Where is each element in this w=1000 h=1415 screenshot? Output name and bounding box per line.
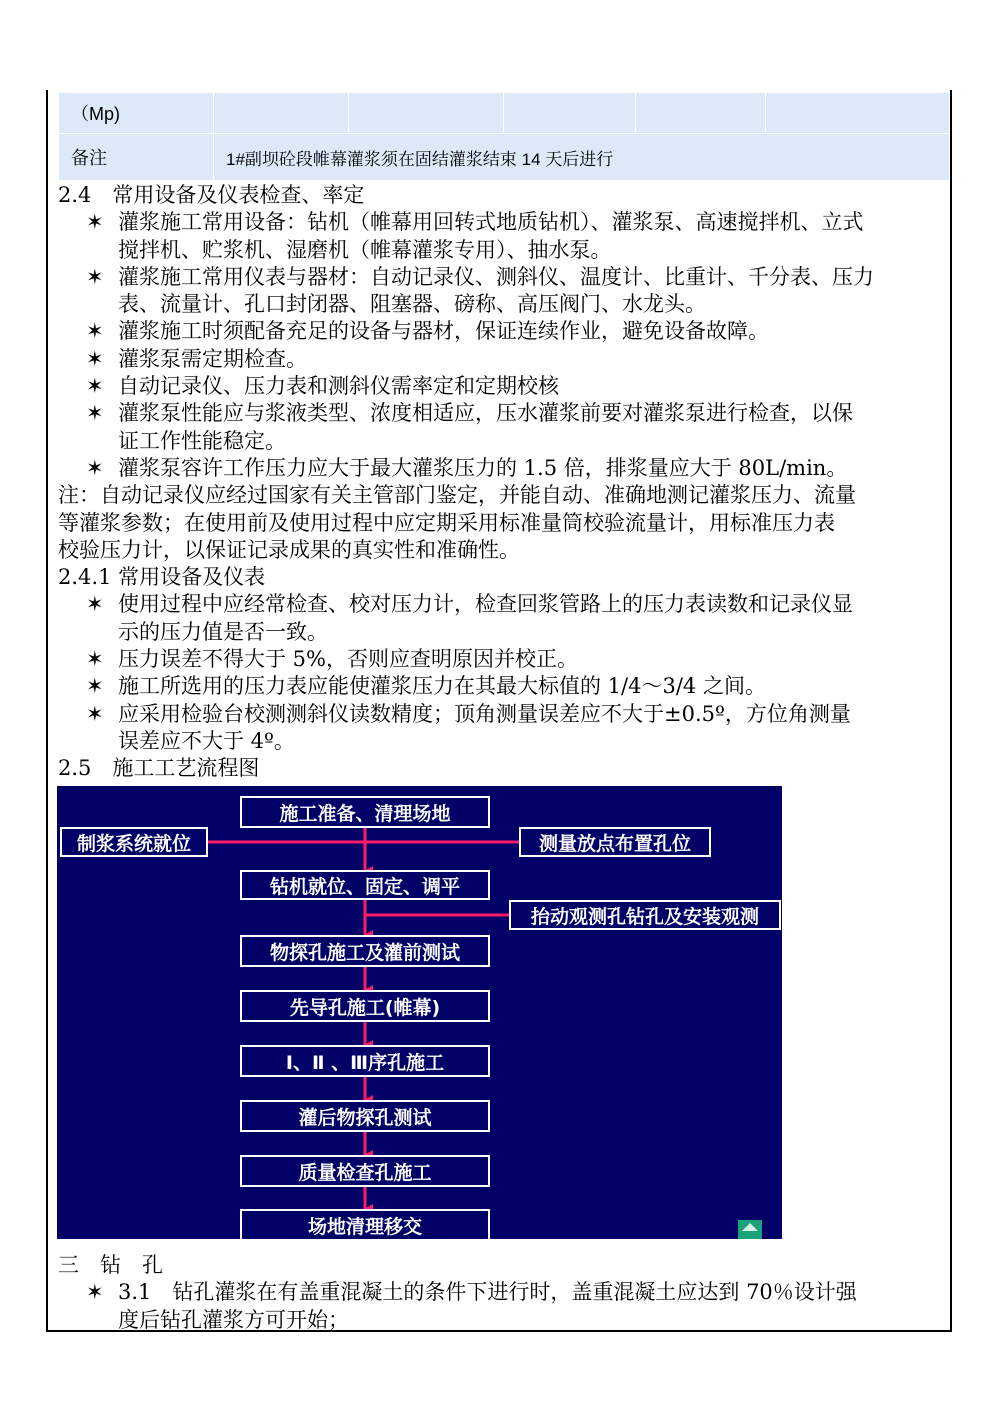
note-line: 注：自动记录仪应经过国家有关主管部门鉴定，并能自动、准确地测记灌浆压力、流量 <box>58 483 856 508</box>
bullet-star-icon: ✶ <box>86 647 104 672</box>
bullet-text: 灌浆施工时须配备充足的设备与器材，保证连续作业，避免设备故障。 <box>118 319 769 344</box>
bullet-item <box>58 264 944 319</box>
bullet-item <box>58 346 944 373</box>
grouting-parameter-table <box>58 92 950 181</box>
bullet-item <box>58 646 944 673</box>
table-row <box>59 134 950 181</box>
bullet-star-icon: ✶ <box>86 264 104 289</box>
bullet-text: 应采用检验台校测测斜仪读数精度；顶角测量误差应不大于±0.5º，方位角测量 <box>118 701 851 726</box>
bullet-text: 搅拌机、贮浆机、湿磨机（帷幕灌浆专用）、抽水泵。 <box>118 237 612 262</box>
bullet-star-icon: ✶ <box>86 592 104 617</box>
bullet-text: 灌浆泵容许工作压力应大于最大灌浆压力的 1.5 倍，排浆量应大于 80L/min。 <box>118 455 848 480</box>
section-2-4-note <box>58 482 944 564</box>
bullet-text: 证工作性能稳定。 <box>118 428 286 453</box>
section-3-bullets <box>58 1279 944 1334</box>
bullet-star-icon: ✶ <box>86 346 104 371</box>
bullet-star-icon: ✶ <box>86 455 104 480</box>
bullet-text: 示的压力值是否一致。 <box>118 619 328 644</box>
remark-value: 1#副坝砼段帷幕灌浆须在固结灌浆结束 14 天后进行 <box>214 134 950 181</box>
flow-step: 施工准备、清理场地 <box>240 796 490 828</box>
table-cell <box>214 93 349 134</box>
home-icon[interactable] <box>738 1220 762 1239</box>
flow-step: Ⅰ、Ⅱ 、Ⅲ序孔施工 <box>240 1045 490 1077</box>
table-cell <box>349 93 504 134</box>
table-cell <box>766 93 950 134</box>
remark-label: 备注 <box>59 134 214 181</box>
table-row <box>59 93 950 134</box>
bullet-item <box>58 318 944 345</box>
bullet-item <box>58 455 944 482</box>
flow-branch-right-2: 抬动观测孔钻孔及安装观测 <box>509 900 781 930</box>
flow-step: 先导孔施工(帷幕) <box>240 990 490 1022</box>
section-3 <box>58 1252 944 1334</box>
bullet-text: 灌浆泵需定期检查。 <box>118 346 307 371</box>
process-flowchart <box>57 786 782 1239</box>
bullet-text: 度后钻孔灌浆方可开始； <box>118 1307 349 1332</box>
flow-step: 质量检查孔施工 <box>240 1155 490 1187</box>
bullet-text: 灌浆施工常用仪表与器材：自动记录仪、测斜仪、温度计、比重计、千分表、压力 <box>118 264 874 289</box>
section-2-4-1-title: 2.4.1 常用设备及仪表 <box>58 565 266 590</box>
bullet-star-icon: ✶ <box>86 319 104 344</box>
bullet-item <box>58 701 944 756</box>
bullet-item <box>58 400 944 455</box>
flow-branch-right: 测量放点布置孔位 <box>519 827 711 857</box>
note-line: 等灌浆参数；在使用前及使用过程中应定期采用标准量筒校验流量计，用标准压力表 <box>58 510 835 535</box>
section-2-4-1-bullets <box>58 591 944 755</box>
section-3-title: 三 钻 孔 <box>58 1253 163 1277</box>
flow-step: 灌后物探孔测试 <box>240 1100 490 1132</box>
bullet-text: 误差应不大于 4º。 <box>118 728 295 753</box>
bullet-text: 3.1 钻孔灌浆在有盖重混凝土的条件下进行时，盖重混凝土应达到 70％设计强 <box>118 1280 857 1305</box>
bullet-star-icon: ✶ <box>86 374 104 399</box>
bullet-text: 表、流量计、孔口封闭器、阻塞器、磅称、高压阀门、水龙头。 <box>118 292 706 317</box>
bullet-item <box>58 1279 944 1334</box>
bullet-item <box>58 591 944 646</box>
table-cell <box>504 93 636 134</box>
bullet-star-icon: ✶ <box>86 401 104 426</box>
bullet-text: 使用过程中应经常检查、校对压力计，检查回浆管路上的压力表读数和记录仪显 <box>118 592 853 617</box>
unit-cell: （Mp) <box>59 93 214 134</box>
bullet-text: 压力误差不得大于 5%，否则应查明原因并校正。 <box>118 647 578 672</box>
bullet-star-icon: ✶ <box>86 701 104 726</box>
section-2-5-title: 2.5 施工工艺流程图 <box>58 756 260 781</box>
section-2-4-title: 2.4 常用设备及仪表检查、率定 <box>58 183 365 207</box>
table-cell <box>636 93 766 134</box>
bullet-star-icon: ✶ <box>86 674 104 699</box>
flow-branch-left: 制浆系统就位 <box>60 827 208 857</box>
document-body <box>58 182 944 783</box>
bullet-text: 灌浆施工常用设备：钻机（帷幕用回转式地质钻机）、灌浆泵、高速搅拌机、立式 <box>118 210 864 235</box>
bullet-text: 灌浆泵性能应与浆液类型、浓度相适应，压水灌浆前要对灌浆泵进行检查，以保 <box>118 401 853 426</box>
note-line: 校验压力计，以保证记录成果的真实性和准确性。 <box>58 537 520 562</box>
bullet-item <box>58 373 944 400</box>
bullet-item <box>58 209 944 264</box>
flow-step: 场地清理移交 <box>240 1209 490 1241</box>
bullet-star-icon: ✶ <box>86 210 104 235</box>
bullet-text: 施工所选用的压力表应能使灌浆压力在其最大标值的 1/4～3/4 之间。 <box>118 674 766 699</box>
bullet-item <box>58 673 944 700</box>
flow-step: 物探孔施工及灌前测试 <box>240 935 490 967</box>
section-2-4-bullets <box>58 209 944 482</box>
bullet-star-icon: ✶ <box>86 1280 104 1305</box>
bullet-text: 自动记录仪、压力表和测斜仪需率定和定期校核 <box>118 374 559 399</box>
flow-step: 钻机就位、固定、调平 <box>240 870 490 900</box>
